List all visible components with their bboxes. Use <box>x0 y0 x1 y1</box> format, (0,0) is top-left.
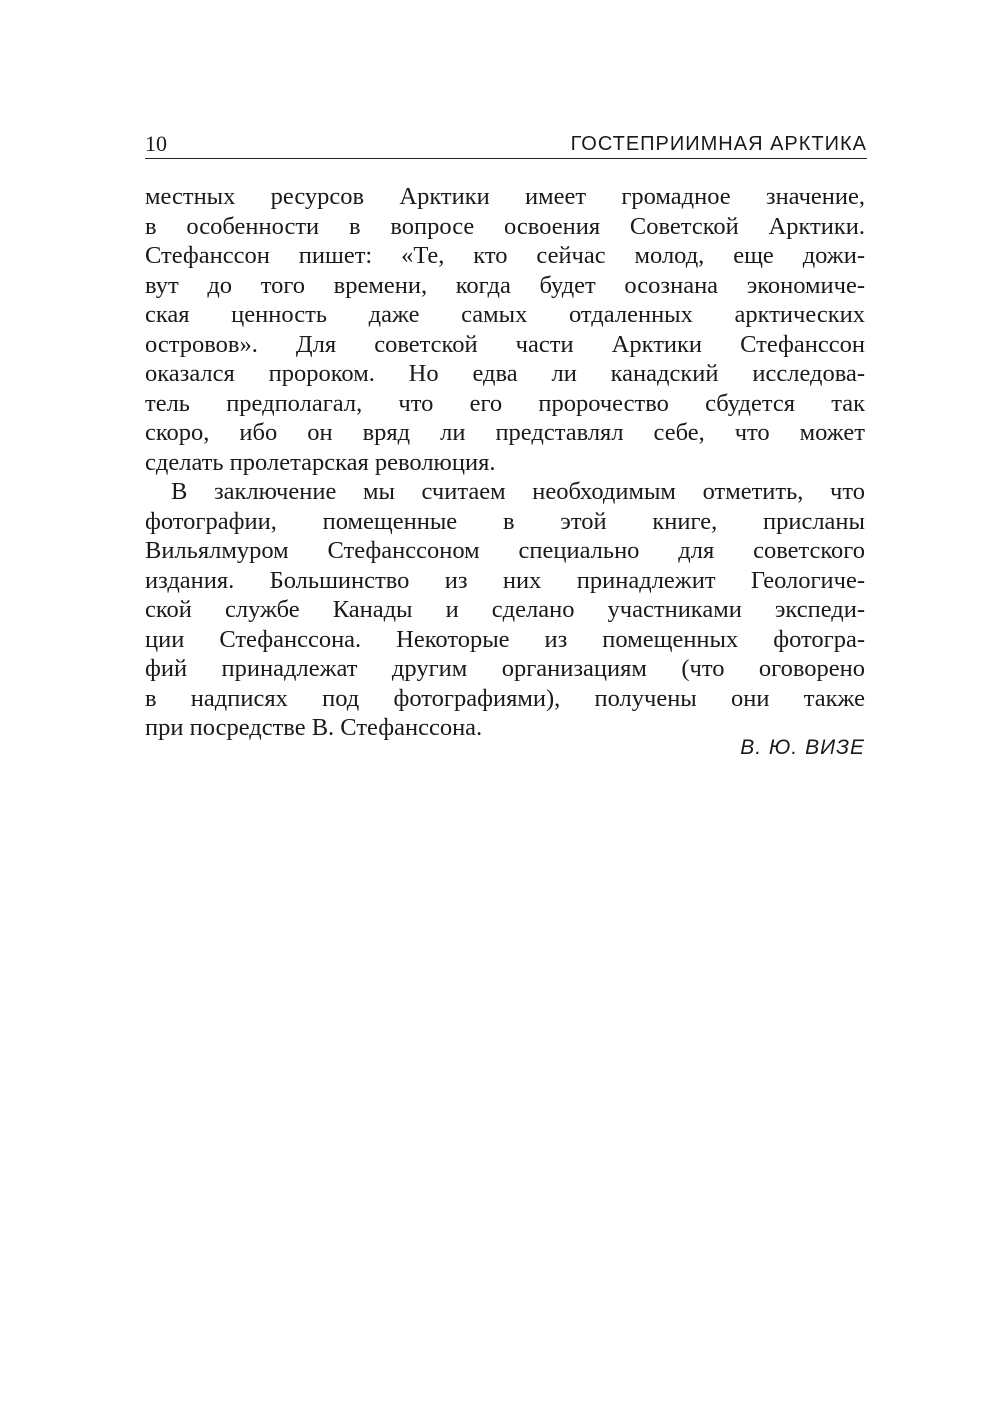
text-line: ской службе Канады и сделано участниками экспеди- <box>145 596 865 623</box>
text-line: вут до того времени, когда будет осознана экономиче- <box>145 271 865 299</box>
text-line: в надписях под фотографиями), получены они также <box>145 684 865 712</box>
text-line: Вильялмуром Стефанссоном специально для советского <box>145 537 865 564</box>
paragraph-1 <box>145 182 865 477</box>
text-line: тель предполагал, что его пророчество сбудется так <box>145 389 865 417</box>
text-line: Стефанссон пишет: «Те, кто сейчас молод, еще дожи- <box>145 242 865 269</box>
page-header <box>145 130 867 158</box>
text-line: местных ресурсов Арктики имеет громадное значение, <box>145 183 865 210</box>
text-line: в особенности в вопросе освоения Советской Арктики. <box>145 212 865 240</box>
text-line: издания. Большинство из них принадлежит Геологиче- <box>145 566 865 594</box>
running-title: ГОСТЕПРИИМНАЯ АРКТИКА <box>570 133 867 155</box>
text-line: фий принадлежат другим организациям (что оговорено <box>145 655 865 682</box>
author-signature: В. Ю. ВИЗЕ <box>740 736 865 759</box>
body-text <box>145 182 865 743</box>
text-line: ская ценность даже самых отдаленных арктических <box>145 301 865 328</box>
text-line: В заключение мы считаем необходимым отметить, что <box>171 478 865 505</box>
text-line: при посредстве В. Стефанссона. <box>145 714 483 741</box>
text-line: островов». Для советской части Арктики Стефанссон <box>145 330 865 358</box>
text-line: оказался пророком. Но едва ли канадский исследова- <box>145 360 865 387</box>
header-rule <box>145 158 867 159</box>
text-line: ции Стефанссона. Некоторые из помещенных фотогра- <box>145 625 865 653</box>
paragraph-2 <box>145 477 865 743</box>
text-line: сделать пролетарская революция. <box>145 448 496 476</box>
text-line: фотографии, помещенные в этой книге, присланы <box>145 507 865 535</box>
text-line: скоро, ибо он вряд ли представлял себе, что может <box>145 419 865 446</box>
page-number: 10 <box>145 131 167 156</box>
